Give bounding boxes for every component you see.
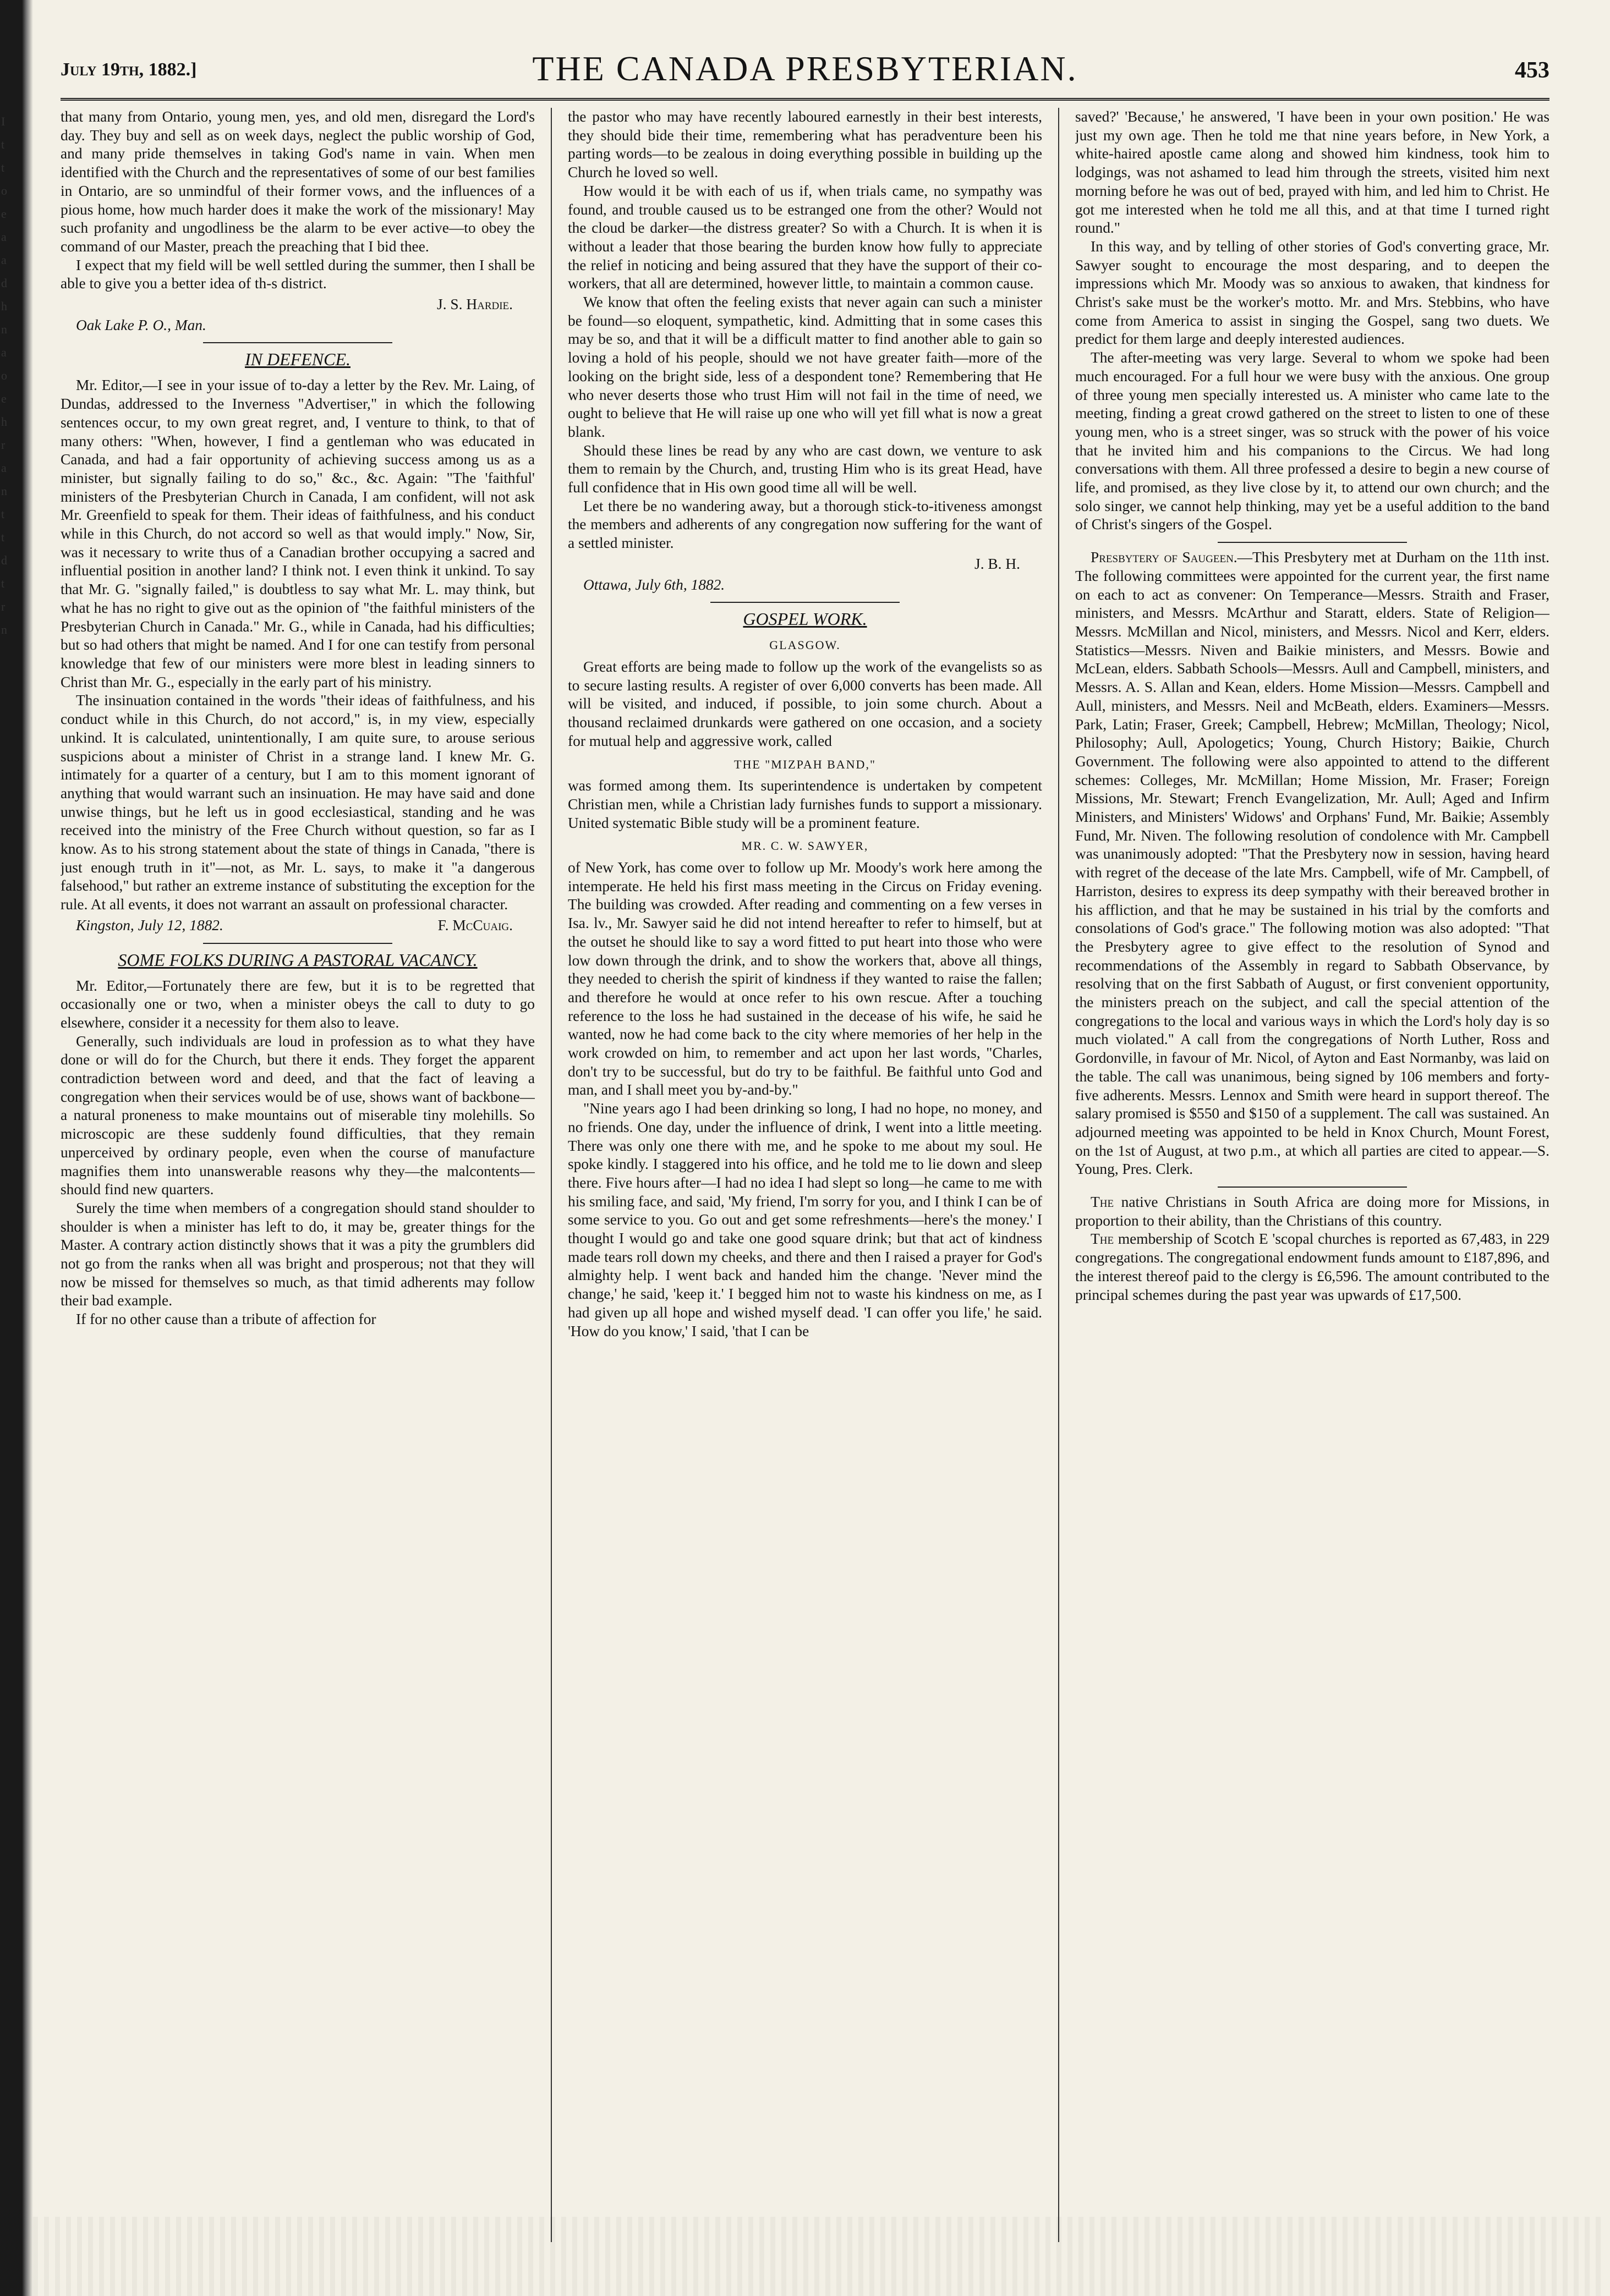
margin-letter: a <box>1 461 7 475</box>
dateline-place: Ottawa, July 6th, 1882. <box>583 576 725 593</box>
signoff <box>61 295 535 314</box>
margin-letter: r <box>1 438 6 452</box>
margin-letter: e <box>1 207 7 221</box>
margin-letter: n <box>1 322 7 336</box>
article-paragraph: Let there be no wandering away, but a thorough stick-to-itiveness amongst the members and adherents of any congregation now suffering for the want of a settled minister. <box>568 497 1042 552</box>
page-header <box>61 37 1549 101</box>
section-divider <box>710 602 900 603</box>
article-paragraph: The insinuation contained in the words "their ideas of faithfulness, and his conduct while in this Church, do not accord," is, in my view, especially unkind. It is calculated, unintentionally, I am quite sure, to arouse serious suspicions about a minister of Christ in a strange land. I knew Mr. G. intimately for a quarter of a century, but I am to this moment ignorant of anything that would warrant such an insinuation. He may have said and done unwise things, but he left us in good ecclesiastical, standing and he was received into the ministry of the Free Church without question, so far as I know. As to his strong statement about the state of things in Canada, "there is just enough truth in it"—not, as Mr. L. says, to make it "a dangerous falsehood," but rather an extreme instance of substituting the exception for the rule. At all events, it does not warrant an assault on professional character. <box>61 692 535 913</box>
note-text: membership of Scotch E 'scopal churches is reported as 67,483, in 229 congregations. The congregational endowment funds amount to £187,896, and the interest thereof paid to the clergy is £6,596. The amount contributed to the principal schemes during the past year was upwards of £17,500. <box>1075 1231 1549 1303</box>
article-paragraph: Great efforts are being made to follow up the work of the evangelists so as to secure lasting results. A register of over 6,000 converts has been made. All will be visited, and induced, if possible, to join some church. About a thousand reclaimed drunkards were gathered on one occasion, and a society for mutual help and aggressive work, called <box>568 658 1042 749</box>
article-paragraph: Mr. Editor,—I see in your issue of to-day a letter by the Rev. Mr. Laing, of Dundas, addressed to the Inverness "Advertiser," in which the following sentences occur, to my own great regret, and, I venture to think, to that of many others: "When, however, I find a gentleman who was educated in Canada, and had a fair opportunity of achieving success among us as a minister, but signally failing to do so," &c., &c. Again: "The 'faithful' ministers of the Presbyterian Church in Canada, I am confident, will not ask Mr. Greenfield to speak for them. Their ideas of faithfulness, and his conduct while in this Church, do not accord so well as that would imply." Now, Sir, was it necessary to write thus of a Canadian brother occupying a sacred and influential position in another land? I think not. I even think it unkind. To say that Mr. G. "signally failed," is doubtless to say what Mr. L. may think, but what he has no right to give out as the opinion of "the faithful ministers of the Presbyterian Church in Canada." Mr. G., while in Canada, had his difficulties; but so had others that might be named. And I for one can testify from personal knowledge that few of our ministers were more blest in leading sinners to Christ than Mr. G., especially in the early part of his ministry. <box>61 377 535 690</box>
margin-letter: t <box>1 576 5 590</box>
article-paragraph: "Nine years ago I had been drinking so long, I had no hope, no money, and no friends. One day, under the influence of drink, I went into a little meeting. There was only one there with me, and he spoke to me about my soul. He spoke kindly. I staggered into his office, and he told me to lie down and sleep there. Five hours after—I had no idea I had slept so long—he came to me with his smiling face, and said, 'My friend, I'm sorry for you, and I think I can be of some service to you. Go out and get some refreshments—here's the money.' I thought I would go and take one good square drink; but that act of kindness made tears roll down my cheeks, and there and then I raised a prayer for God's almighty help. I went back and handed him the change. 'Never mind the change,' he said, 'keep it.' I begged him not to waste his kindness on me, as I had given up all hope and wished myself dead. 'I can offer you life,' he said. 'How do you know,' I said, 'that I can be <box>568 1100 1042 1339</box>
article-paragraph: was formed among them. Its superintendence is undertaken by competent Christian men, while a Christian lady furnishes funds to support a missionary. United systematic Bible study will be a prominent feature. <box>568 777 1042 831</box>
margin-letter: I <box>1 114 6 128</box>
margin-letter: n <box>1 623 7 636</box>
column-3 <box>1075 108 1549 2275</box>
margin-letter: a <box>1 253 7 267</box>
column-rule <box>551 108 552 2242</box>
dateline-place: Kingston, July 12, 1882. <box>76 916 223 933</box>
signoff <box>568 555 1042 574</box>
subheading: MR. C. W. SAWYER, <box>741 839 869 853</box>
article-paragraph: of New York, has come over to follow up Mr. Moody's work here among the intemperate. He held his first mass meeting in the Circus on Friday evening. The building was crowded. After reading and commenting on a few verses in Isa. lv., Mr. Sawyer said he did not intend hereafter to refer to himself, but at the outset he should like to say a word fitted to put heart into those who were low down through the drink, and to show the workers that, above all things, they needed to cherish the spirit of kindness if they wanted to raise the fallen; and therefore he would at once refer to his own rescue. After a touching reference to the loss he had sustained in the decease of his wife, he said he wanted, now he had come back to the city where memories of her help in the work crowded on him, to remember and act upon her last words, "Charles, don't try to be successful, but do try to be faithful. Be faithful unto God and man, and I shall meet you by-and-by." <box>568 859 1042 1098</box>
subheading: THE "MIZPAH BAND," <box>734 757 876 771</box>
margin-letter: d <box>1 276 7 290</box>
issue-date: July 19th, 1882.] <box>61 59 197 80</box>
article-paragraph: In this way, and by telling of other stories of God's converting grace, Mr. Sawyer sought to encourage the most desparing, and to deepen the impressions which Mr. Moody was so anxious to awaken, that kindness for Christ's sake must be the worker's motto. Mr. and Mrs. Stebbins, who have come from America to assist in singing the Gospel, sang two duets. We predict for them large and deeply interested audiences. <box>1075 238 1549 348</box>
article-paragraph: We know that often the feeling exists that never again can such a minister be found—so eloquent, sympathetic, kind. Admitting that in some cases this may be so, and that it will be a difficult matter to find another able to gain so loving a hold of his people, should we not have greater faith—more of the looking on the bright side, less of a despondent tone? Remembering that He who never deserts those who trust Him will not fail in the time of need, we ought to believe that He will raise up one who will yet fill what is now a great blank. <box>568 294 1042 440</box>
article-paragraph: I expect that my field will be well settled during the summer, then I shall be able to give you a better idea of th-s district. <box>61 256 535 292</box>
margin-fragments <box>1 110 18 641</box>
margin-letter: d <box>1 553 7 567</box>
page-number: 453 <box>1515 58 1549 83</box>
margin-letter: a <box>1 230 7 244</box>
column-rule <box>1058 108 1059 2242</box>
dateline-place: Oak Lake P. O., Man. <box>76 316 206 333</box>
note-text: native Christians in South Africa are doing more for Missions, in proportion to their ability, than the Christians of this country. <box>1075 1194 1549 1229</box>
news-note <box>1075 1230 1549 1304</box>
margin-letter: h <box>1 415 7 429</box>
section-divider <box>203 342 393 343</box>
report-lead: Presbytery of Saugeen. <box>1091 549 1237 566</box>
article-paragraph: that many from Ontario, young men, yes, and old men, disregard the Lord's day. They buy and sell as on week days, neglect the public worship of God, and many pride themselves in taking God's name in vain. When men identified with the Church and the representatives of some of our best families in Ontario, are so unmindful of their former vows, and the influences of a pious home, how much harder does it make the work of the missionary! May such profanity and ungodliness be the alarm to be ever active—to obey the command of our Master, preach the preaching that I bid thee. <box>61 108 535 255</box>
margin-letter: o <box>1 369 7 382</box>
section-divider <box>203 943 393 944</box>
section-title: GOSPEL WORK. <box>743 609 867 629</box>
author-signature: F. McCuaig. <box>437 916 513 933</box>
signoff <box>61 916 535 935</box>
author-signature: J. B. H. <box>974 555 1020 572</box>
column-1 <box>61 108 535 2275</box>
subheading: GLASGOW. <box>769 638 841 652</box>
column-2 <box>568 108 1042 2275</box>
presbytery-report <box>1075 548 1549 1179</box>
margin-letter: a <box>1 345 7 359</box>
dateline <box>568 576 1042 595</box>
article-paragraph: the pastor who may have recently laboured earnestly in their best interests, they should bide their time, remembering what has peradventure been his parting words—to be zealous in doing everything possible in building up the Church he loved so well. <box>568 108 1042 181</box>
margin-letter: r <box>1 600 6 613</box>
news-note <box>1075 1193 1549 1230</box>
article-paragraph: saved?' 'Because,' he answered, 'I have been in your own position.' He was just my own age. Then he told me that nine years before, in New York, a white-haired apostle came along and showed him kindness, took him to lodgings, was not ashamed to lead him through the streets, visited him next morning before he was out of bed, prayed with him, and led him to Christ. He got me interested when he told me all this, and at that time I turned right round." <box>1075 108 1549 237</box>
margin-letter: t <box>1 161 5 174</box>
note-lead: The <box>1091 1194 1114 1211</box>
section-title: SOME FOLKS DURING A PASTORAL VACANCY. <box>118 949 478 970</box>
article-paragraph: Mr. Editor,—Fortunately there are few, but it is to be regretted that occasionally one or two, when a minister obeys the call to duty to go elsewhere, consider it a necessity for them also to leave. <box>61 977 535 1031</box>
article-paragraph: Surely the time when members of a congregation should stand shoulder to shoulder is when a minister has left to do, it may be, greater things for the Master. A contrary action distinctly shows that it was a pity the grumblers did not go from the ranks when all was bright and prosperous; not that they will now be missed for themselves so much, as that timid adherents may follow their bad example. <box>61 1199 535 1309</box>
article-paragraph: Should these lines be read by any who are cast down, we venture to ask them to remain by the Church, and, trusting Him who is its great Head, have full confidence that in His own good time all will be well. <box>568 442 1042 496</box>
margin-letter: e <box>1 392 7 405</box>
article-paragraph: The after-meeting was very large. Several to whom we spoke had been much encouraged. For a full hour we were busy with the anxious. One group of three young men specially interested us. A minister who came late to the meeting, finding a great crowd gathered on the street to listen to one of these young men, who is a street singer, was so struck with the power of his voice that he invited him and his companions to the Circus. We had long conversations with them. All three professed a desire to begin a new course of life, and promised, as they live close by it, to attend our own church; and the solo singer, we cannot help thinking, may yet be a useful addition to the band of Christ's singers of the Gospel. <box>1075 349 1549 533</box>
margin-letter: n <box>1 484 7 498</box>
section-divider <box>1218 542 1408 543</box>
author-signature: J. S. Hardie. <box>437 296 513 313</box>
article-columns <box>61 108 1549 2275</box>
section-title: IN DEFENCE. <box>245 349 351 370</box>
margin-letter: t <box>1 530 5 544</box>
article-paragraph: Generally, such individuals are loud in profession as to what they have done or will do for the Church, but there it ends. They forget the apparent contradiction between word and deed, and that the fact of leaving a congregation when their services would be of use, shows want of backbone—a natural proneness to make mountains out of miserable tiny molehills. So microscopic are these suddenly found difficulties, that they remain unperceived by ordinary people, even when the course of manufacture magnifies them into unanswerable reasons why they—the malcontents—should find new quarters. <box>61 1032 535 1198</box>
margin-letter: t <box>1 507 5 521</box>
margin-letter: o <box>1 184 7 197</box>
section-divider <box>1218 1187 1408 1188</box>
newspaper-title: THE CANADA PRESBYTERIAN. <box>532 49 1078 88</box>
margin-letter: h <box>1 299 7 313</box>
article-paragraph: If for no other cause than a tribute of affection for <box>76 1311 376 1328</box>
report-text: —This Presbytery met at Durham on the 11th inst. The following committees were appointed for the current year, the first name on each to act as convener: On Temperance—Messrs. Straith and Fraser, ministers, and Messrs. McArthur and Staratt, elders. State of Religion—Messrs. McMillan and Nicol, ministers, and Messrs. Nicol and Kerr, elders. Statistics—Messrs. Niven and Baikie ministers, and Messrs. Bowie and McLean, elders. Sabbath Schools—Messrs. Aull and Campbell, ministers, and Messrs. A. S. Allan and Kean, elders. Home Mission—Messrs. Campbell and Aull, ministers, and Messrs. Neil and McBeath, elders. Examiners—Messrs. Park, Latin; Fraser, Greek; Campbell, Hebrew; McMillan, Theology; Nicol, Philosophy; Aull, Apologetics; Young, Church History; Baikie, Church Government. The following were also appointed to attend to the different schemes: Colleges, Mr. McMillan; Home Mission, Mr. Fraser; Foreign Missions, Mr. Stewart; French Evangelization, Mr. Aull; Aged and Infirm Ministers, and Ministers' Widows' and Orphans' Fund, Mr. Baikie; Assembly Fund, Mr. Niven. The following resolution of condolence with Mr. Campbell was unanimously adopted: "That the Presbytery now in session, having heard with regret of the decease of the late Mrs. Campbell, wife of Mr. Campbell, of Harriston, desires to express its deep sympathy with their bereaved brother in his affliction, and that he may be sustained in his trial by the comforts and consolations of God's grace." The following motion was also adopted: "That the Presbytery agree to give effect to the resolution of Synod and recommendations of the Assembly in regard to Sabbath Observance, by resolving that on the first Sabbath of August, or first convenient opportunity, the ministers preach on the subject, and call the special attention of the congregations to the local and various ways in which the Lord's holy day is so much violated." A call from the congregations of North Luther, Ross and Gordonville, in favour of Mr. Nicol, of Ayton and East Normanby, was laid on the table. The call was unanimous, being signed by 106 members and forty-five adherents. Messrs. Lennox and Smith were heard in support thereof. The salary promised is $550 and $150 of a supplement. The call was sustained. An adjourned meeting was appointed to be held in Knox Church, Mount Forest, on the 1st of August, at two p.m., at which all parties are cited to appear.—S. Young, Pres. Clerk. <box>1075 549 1549 1178</box>
paper-stain <box>33 2217 1607 2296</box>
margin-letter: t <box>1 138 5 151</box>
dateline <box>61 316 535 335</box>
article-paragraph: How would it be with each of us if, when trials came, no sympathy was found, and trouble caused us to be estranged one from the other? Would not the cloud be darker—the distress greater? So with a Church. It is when it is without a leader that those bearing the burden know how fully to appreciate the relief in noticing and being assured that they have the support of their co-workers, that all are determined, however little, to maintain a common cause. <box>568 182 1042 292</box>
note-lead: The <box>1091 1231 1114 1248</box>
